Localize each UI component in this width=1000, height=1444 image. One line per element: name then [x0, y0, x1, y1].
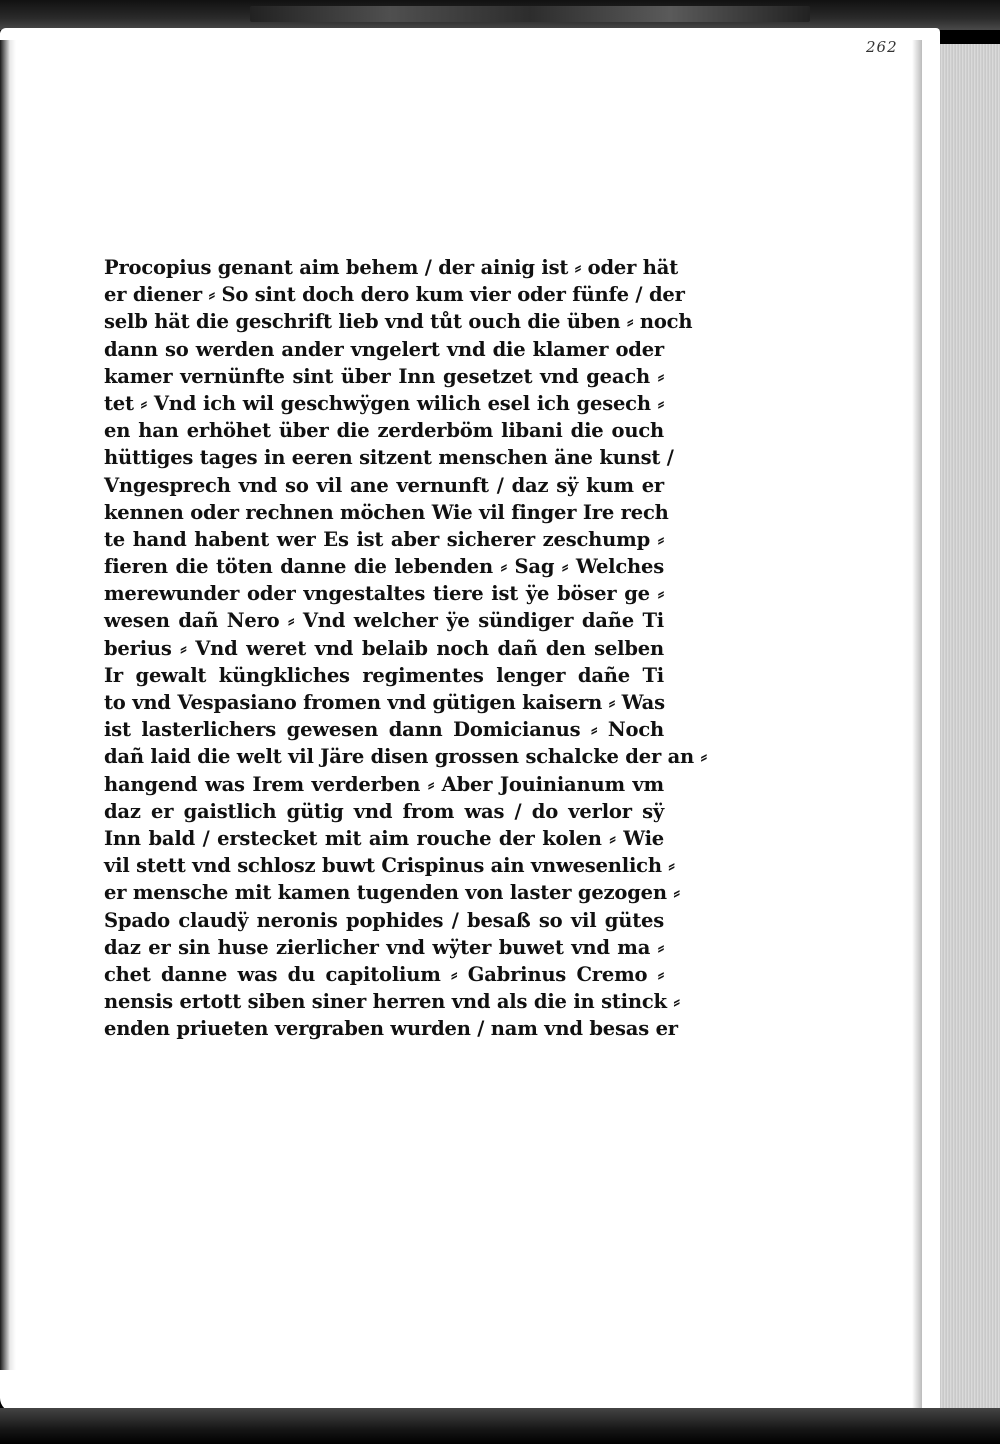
bottom-shadow-band — [0, 1408, 1000, 1444]
top-shadow-band — [0, 0, 1000, 30]
text-line: fieren die töten danne die lebenden ⸗ Sag ⸗ Welches — [104, 555, 664, 579]
text-line: wesen dañ Nero ⸗ Vnd welcher ÿe sündiger dañe Ti — [104, 609, 664, 633]
text-line: er diener ⸗ So sint doch dero kum vier oder fünfe / der — [104, 283, 685, 307]
text-line: Vngesprech vnd so vil ane vernunft / daz sÿ kum er — [104, 473, 664, 497]
folio-number: 262 — [866, 38, 898, 56]
text-line: selb hät die geschrift lieb vnd tůt ouch die üben ⸗ noch — [104, 310, 693, 334]
text-line: kamer vernünfte sint über Inn gesetzet vnd geach ⸗ — [104, 364, 664, 388]
text-block — [104, 254, 707, 1042]
binding-edge — [0, 40, 16, 1370]
text-line: daz er gaistlich gütig vnd from was / do verlor sÿ — [104, 799, 664, 823]
text-line: Spado claudÿ neronis pophides / besaß so vil gütes — [104, 908, 664, 932]
top-binding-strip — [250, 6, 810, 22]
text-line: nensis ertott siben siner herren vnd als die in stinck ⸗ — [104, 990, 680, 1014]
text-line: Inn bald / erstecket mit aim rouche der kolen ⸗ Wie — [104, 826, 664, 850]
text-line: to vnd Vespasiano fromen vnd gütigen kaisern ⸗ Was — [104, 691, 665, 714]
text-line: merewunder oder vngestaltes tiere ist ÿe böser ge ⸗ — [104, 582, 664, 606]
leaf-right-shadow — [912, 40, 922, 1412]
text-line: hangend was Irem verderben ⸗ Aber Jouinianum vm — [104, 772, 664, 796]
text-line: vil stett vnd schlosz buwt Crispinus ain vnwesenlich ⸗ — [104, 854, 675, 878]
text-line: ist lasterlichers gewesen dann Domicianus ⸗ Noch — [104, 718, 664, 742]
text-line: chet danne was du capitolium ⸗ Gabrinus Cremo ⸗ — [104, 962, 664, 986]
text-line: enden priueten vergraben wurden / nam vnd besas er — [104, 1017, 678, 1041]
text-line: hüttiges tages in eeren sitzent menschen äne kunst / — [104, 446, 674, 470]
text-line: daz er sin huse zierlicher vnd wÿter buwet vnd ma ⸗ — [104, 935, 664, 959]
text-line: te hand habent wer Es ist aber sicherer zeschump ⸗ — [104, 527, 664, 551]
text-line: er mensche mit kamen tugenden von laster gezogen ⸗ — [104, 881, 680, 905]
text-line: Ir gewalt küngkliches regimentes lenger dañe Ti — [104, 663, 664, 687]
text-line: berius ⸗ Vnd weret vnd belaib noch dañ den selben — [104, 636, 664, 660]
text-line: en han erhöhet über die zerderböm libani die ouch — [104, 419, 664, 443]
text-line: tet ⸗ Vnd ich wil geschwÿgen wilich esel ich gesech ⸗ — [104, 391, 664, 415]
text-line: Procopius genant aim behem / der ainig ist ⸗ oder hät — [104, 256, 679, 279]
text-line: dann so werden ander vngelert vnd die klamer oder — [104, 337, 664, 361]
text-line: dañ laid die welt vil Järe disen grossen schalcke der an ⸗ — [104, 745, 707, 769]
text-line: kennen oder rechnen möchen Wie vil finger Ire rech — [104, 500, 669, 524]
